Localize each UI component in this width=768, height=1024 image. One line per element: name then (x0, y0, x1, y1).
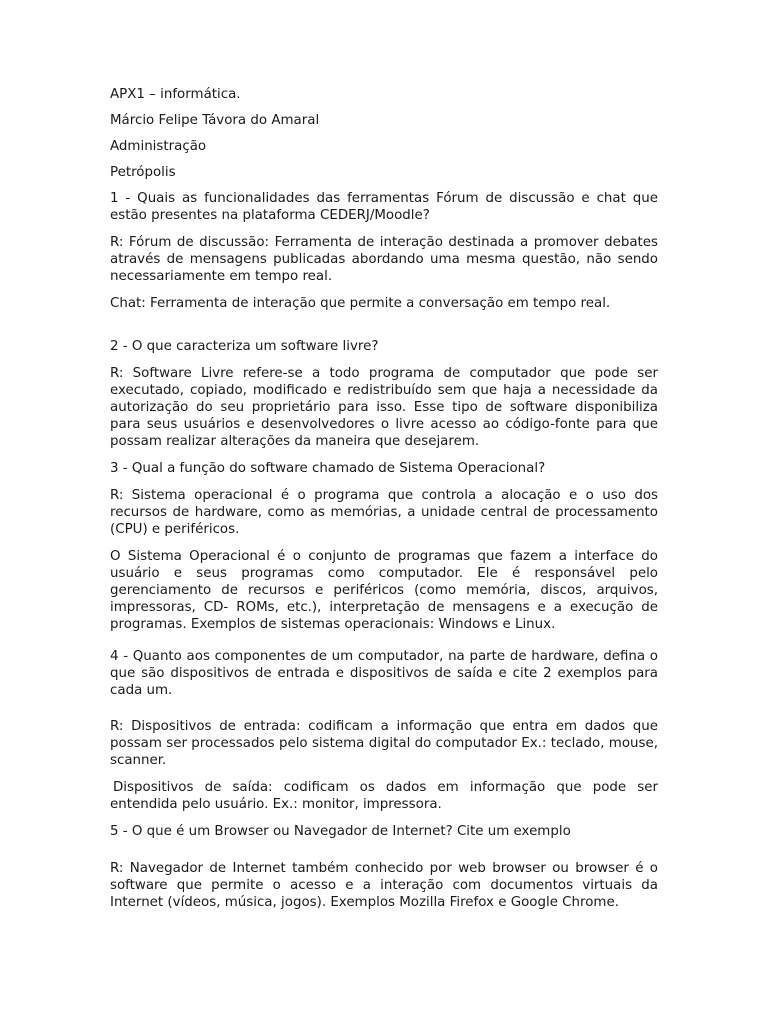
answer-3-part-1: R: Sistema operacional é o programa que controla a alocação e o uso dos recursos de hardware, como as memórias, a unidade central de processamento (CPU) e periféricos. (110, 488, 658, 537)
answer-1-part-2: Chat: Ferramenta de interação que permite a conversação em tempo real. (110, 296, 611, 311)
answer-4-part-1: R: Dispositivos de entrada: codificam a informação que entra em dados que possam ser processados pelo sistema digital do computador Ex.: teclado, mouse, scanner. (110, 719, 658, 768)
question-4: 4 - Quanto aos componentes de um computador, na parte de hardware, defina o que são dispositivos de entrada e dispositivos de saída e cite 2 exemplos para cada um. (110, 649, 658, 698)
answer-3-part-2: O Sistema Operacional é o conjunto de programas que fazem a interface do usuário e seus programas como computador. Ele é responsável pelo gerenciamento de recursos e periféricos (como memória, discos, arquivos, impressoras, CD- ROMs, etc.), interpretação de mensagens e a execução de programas. Exemplos de sistemas operacionais: Windows e Linux. (110, 549, 658, 632)
question-5: 5 - O que é um Browser ou Navegador de Internet? Cite um exemplo (110, 824, 571, 839)
question-1: 1 - Quais as funcionalidades das ferramentas Fórum de discussão e chat que estão presentes na plataforma CEDERJ/Moodle? (110, 191, 658, 223)
question-3: 3 - Qual a função do software chamado de Sistema Operacional? (110, 461, 546, 476)
question-2: 2 - O que caracteriza um software livre? (110, 339, 379, 354)
document-title: APX1 – informática. (110, 87, 241, 102)
answer-1-part-1: R: Fórum de discussão: Ferramenta de interação destinada a promover debates através de mensagens publicadas abordando uma mesma questão, não sendo necessariamente em tempo real. (110, 235, 658, 284)
document-page (110, 86, 658, 911)
answer-2: R: Software Livre refere-se a todo programa de computador que pode ser executado, copiado, modificado e redistribuído sem que haja a necessidade da autorização do seu proprietário para isso. Esse tipo de software disponibiliza para seus usuários e desenvolvedores o livre acesso ao código-fonte para que possam realizar alterações da maneira que desejarem. (110, 366, 658, 449)
answer-5: R: Navegador de Internet também conhecido por web browser ou browser é o software que permite o acesso e a interação com documentos virtuais da Internet (vídeos, música, jogos). Exemplos Mozilla Firefox e Google Chrome. (110, 861, 658, 910)
city-name: Petrópolis (110, 165, 176, 180)
author-name: Márcio Felipe Távora do Amaral (110, 113, 320, 128)
answer-4-part-2: Dispositivos de saída: codificam os dados em informação que pode ser entendida pelo usuário. Ex.: monitor, impressora. (110, 780, 658, 812)
course-name: Administração (110, 139, 207, 154)
